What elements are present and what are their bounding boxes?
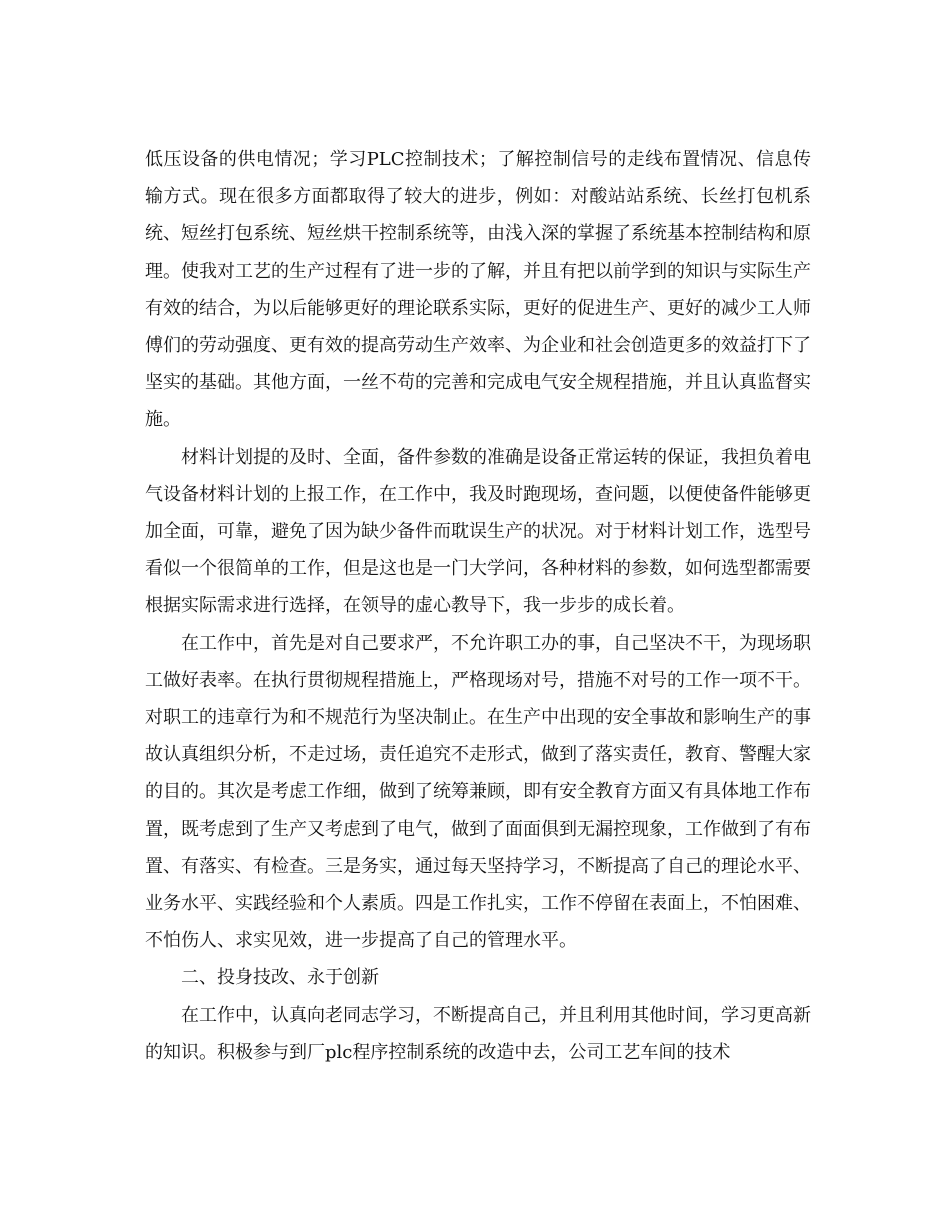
paragraph-power-supply: 低压设备的供电情况；学习PLC控制技术；了解控制信号的走线布置情况、信息传输方式。现在很多方面都取得了较大的进步，例如：对酸站站系统、长丝打包机系统、短丝打包系统、短丝烘干控制系统等，由浅入深的掌握了系统基本控制结构和原理。使我对工艺的生产过程有了进一步的了解，并且有把以前学到的知识与实际生产有效的结合，为以后能够更好的理论联系实际，更好的促进生产、更好的减少工人师傅们的劳动强度、更有效的提高劳动生产效率、为企业和社会创造更多的效益打下了坚实的基础。其他方面，一丝不苟的完善和完成电气安全规程措施，并且认真监督实施。 xyxy=(145,149,811,431)
paragraph-work-attitude: 在工作中，首先是对自己要求严，不允许职工办的事，自己坚决不干，为现场职工做好表率。在执行贯彻规程措施上，严格现场对号，措施不对号的工作一项不干。对职工的违章行为和不规范行为坚决制止。在生产中出现的安全事故和影响生产的事故认真组织分析，不走过场，责任追究不走形式，做到了落实责任，教育、警醒大家的目的。其次是考虑工作细，做到了统筹兼顾，即有安全教育方面又有具体地工作布置，既考虑到了生产又考虑到了电气，做到了面面俱到无漏控现象，工作做到了有布置、有落实、有检查。三是务实，通过每天坚持学习，不断提高了自己的理论水平、业务水平、实践经验和个人素质。四是工作扎实，工作不停留在表面上，不怕困难、不怕伤人、求实见效，进一步提高了自己的管理水平。 xyxy=(145,632,811,952)
section-heading-innovation: 二、投身技改、永于创新 xyxy=(181,967,379,989)
paragraph-material-plan: 材料计划提的及时、全面，备件参数的准确是设备正常运转的保证，我担负着电气设备材料计划的上报工作，在工作中，我及时跑现场，查问题，以便使备件能够更加全面，可靠，避免了因为缺少备件而耽误生产的状况。对于材料计划工作，选型号看似一个很简单的工作，但是这也是一门大学问，各种材料的参数，如何选型都需要根据实际需求进行选择，在领导的虚心教导下，我一步步的成长着。 xyxy=(145,446,811,617)
paragraph-learning: 在工作中，认真向老同志学习，不断提高自己，并且利用其他时间，学习更高新的知识。积极参与到厂plc程序控制系统的改造中去，公司工艺车间的技术 xyxy=(145,1004,811,1063)
document-body xyxy=(145,141,811,1071)
